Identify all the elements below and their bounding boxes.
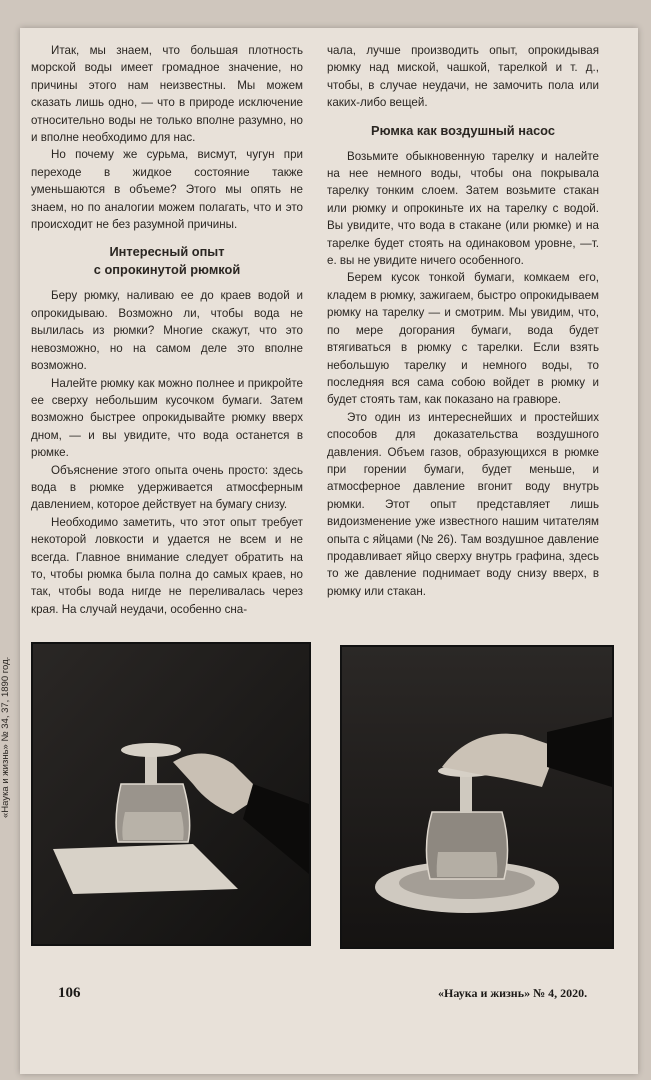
engraving-illustration (33, 644, 309, 944)
heading-line: с опрокинутой рюмкой (93, 262, 241, 278)
paragraph: Это один из интереснейших и простейших способов для доказательства воздушного давления. Объем газов, образующихся в рюмке при горении бумаги, будет меньше, и атмосферное давление вгонит воду внутрь рюмки. Этот опыт представляет лишь видоизменение уже известного нашим читателям опыта с яйцами (№ 26). Там воздушное давление продавливает яйцо сверху внутрь графина, здесь то же давление поднимает воду снизу вверх, в рюмку или стакан. (327, 410, 599, 598)
glass-stem (460, 775, 472, 813)
paragraph: Итак, мы знаем, что большая плотность морской воды имеет громадное значение, но причины этого нам неизвестны. Мы можем сказать лишь одно, — что в природе исключение относительно воды не только вполне разумно, но и вполне необходимо для нас. (31, 44, 303, 145)
glass-foot (121, 743, 181, 757)
paragraph: чала, лучше производить опыт, опрокидывая рюмку над миской, чашкой, тарелкой и т. д., чтобы, в случае неудачи, не замочить пола или каких-либо вещей. (327, 44, 599, 110)
paragraph: Беру рюмку, наливаю ее до краев водой и опрокидываю. Возможно ли, чтобы вода не вылилась из рюмки? Многие скажут, что это невозможно, но на самом деле это вполне возможно. (31, 289, 303, 373)
heading-line: Интересный опыт (109, 244, 225, 260)
engraving-inverted-glass (31, 642, 311, 946)
paragraph: Налейте рюмку как можно полнее и прикройте ее сверху небольшим кусочком бумаги. Затем возможно быстрее опрокидывайте рюмку вверх дном, — и вы увидите, что вода останется в рюмке. (31, 376, 303, 460)
right-column (327, 42, 599, 600)
section-heading (31, 243, 303, 279)
engraving-illustration (342, 647, 612, 947)
paragraph: Но почему же сурьма, висмут, чугун при переходе в жидкое состояние также уменьшаются в объеме? Этого мы опять не знаем, но по аналогии можем полагать, что и это происходит не без разумной причины. (31, 148, 303, 232)
paragraph: Берем кусок тонкой бумаги, комкаем его, кладем в рюмку, зажигаем, быстро опрокидываем рюмку на тарелку — и смотрим. Мы увидим, что, по мере догорания бумаги, вода будет втягиваться в рюмку с тарелки. Если взять небольшую тарелку и немного воды, то последняя вся сама собою войдет в рюмку и будет стоять там, как показано на гравюре. (327, 271, 599, 407)
paragraph: Необходимо заметить, что этот опыт требует некоторой ловкости и удается не всем и не всегда. Главное внимание следует обратить на то, чтобы рюмка была полна до самых краев, но так, чтобы вода нигде не переливалась через края. На случай неудачи, особенно сна- (31, 515, 303, 616)
side-caption: «Наука и жизнь» № 34, 37, 1890 год. (0, 656, 11, 818)
footer-title: «Наука и жизнь» № 4, 2020. (438, 986, 588, 1000)
page-number: 106 (58, 985, 81, 1001)
water (437, 852, 498, 877)
paragraph: Возьмите обыкновенную тарелку и налейте на нее немного воды, чтобы она покрывала тарелку тонким слоем. Затем возьмите стакан или рюмку и опрокиньте их на тарелку с водой. Вы увидите, что вода в стакане (или рюмке) и на тарелке будет стоять на одинаковом уровне, —т. е. вы не увидите ничего особенного. (327, 149, 599, 268)
left-column (31, 42, 303, 618)
engraving-glass-on-plate (340, 645, 614, 949)
paragraph: Объяснение этого опыта очень просто: здесь вода в рюмке удерживается атмосферным давлением, которое действует на бумагу снизу. (31, 463, 303, 512)
section-heading: Рюмка как воздушный насос (371, 122, 555, 138)
water (122, 812, 183, 840)
